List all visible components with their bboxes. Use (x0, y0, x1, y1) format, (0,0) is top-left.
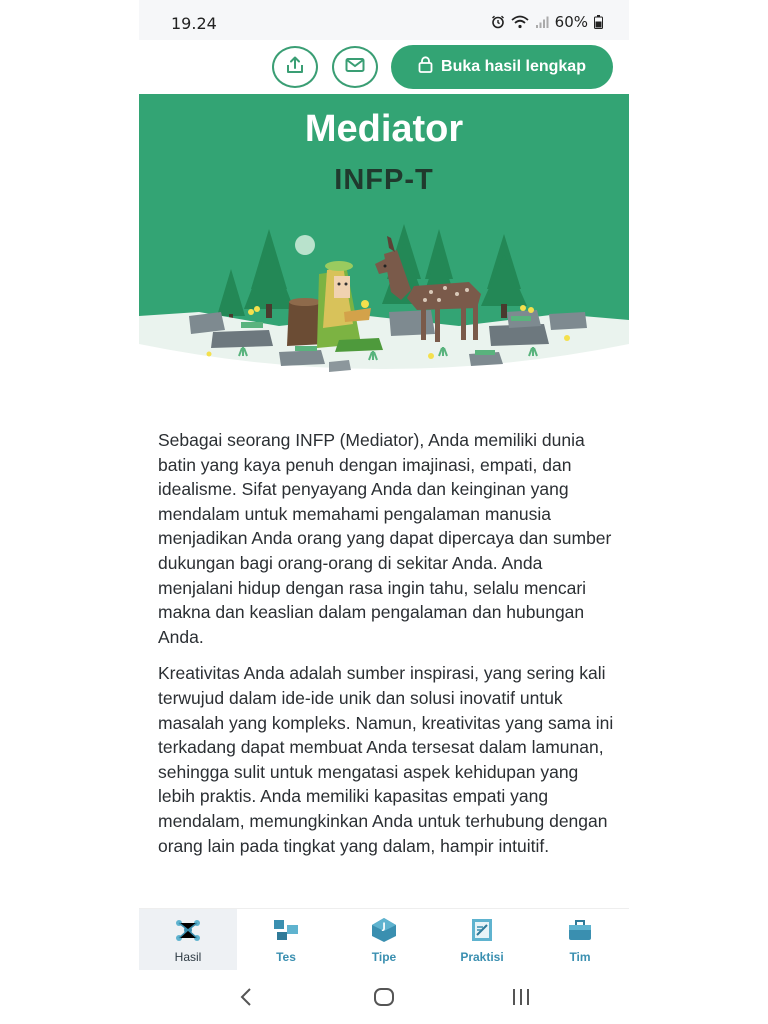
personality-hero (139, 94, 629, 386)
bottom-navigation (139, 908, 629, 970)
types-icon (369, 917, 399, 946)
svg-text:J: J (382, 921, 386, 932)
results-icon (173, 917, 203, 946)
description-paragraph: Sebagai seorang INFP (Mediator), Anda memiliki dunia batin yang kaya penuh dengan imajinasi, empati, dan idealisme. Sifat penyayang Anda dan keinginan yang mendalam untuk memahami pengalaman manusia menjadikan Anda orang yang dapat dipercaya dan sumber dukungan bagi orang-orang di sekitar Anda. Anda menjalani hidup dengan rasa ingin tahu, selalu mencari makna dan keaslian dalam pengalaman dan hubungan Anda. (158, 430, 612, 647)
mail-icon (345, 57, 365, 78)
battery-icon (594, 15, 603, 29)
description-paragraph: Kreativitas Anda adalah sumber inspirasi, yang sering kali terwujud dalam ide-ide unik dan solusi inovatif untuk masalah yang kompleks. Namun, kreativitas yang sama ini terkadang dapat membuat Anda tersesat dalam lamunan, sehingga sulit untuk mengatasi aspek kehidupan yang lebih praktis. Anda memiliki kapasitas empati yang mendalam, memungkinkan Anda untuk terhubung dengan orang lain pada tingkat yang dalam, hampir intuitif. (158, 663, 614, 856)
team-icon (565, 917, 595, 946)
personality-title: Mediator (304, 108, 464, 150)
unlock-full-results-button[interactable] (391, 45, 613, 89)
alarm-icon (491, 15, 505, 29)
description-content (158, 428, 616, 870)
nav-label-tim: Tim (569, 949, 591, 964)
personality-type-code: INFP-T (334, 164, 434, 196)
nav-label-praktisi: Praktisi (460, 949, 504, 964)
app-screen (139, 0, 629, 1024)
test-icon (271, 917, 301, 946)
status-time: 19.24 (171, 14, 217, 33)
email-button[interactable] (332, 46, 378, 88)
battery-text: 60% (554, 13, 588, 31)
wifi-icon (511, 15, 529, 29)
recents-icon[interactable] (511, 986, 531, 1013)
nav-item-tim[interactable] (531, 909, 629, 971)
nav-item-praktisi[interactable] (433, 909, 531, 971)
practitioner-icon (467, 917, 497, 946)
signal-icon (535, 15, 549, 29)
lock-icon (418, 56, 433, 78)
nav-item-hasil[interactable] (139, 909, 237, 971)
nav-label-hasil: Hasil (174, 949, 202, 964)
share-icon (285, 55, 305, 80)
status-bar (139, 0, 629, 40)
back-icon[interactable] (239, 986, 253, 1013)
system-navigation-bar (139, 970, 629, 1024)
nav-label-tes: Tes (276, 949, 296, 964)
nav-item-tipe[interactable] (335, 909, 433, 971)
share-button[interactable] (272, 46, 318, 88)
top-action-bar (139, 40, 629, 94)
unlock-button-label: Buka hasil lengkap (441, 58, 586, 75)
status-icons (491, 13, 603, 31)
nav-label-tipe: Tipe (371, 949, 397, 964)
nav-item-tes[interactable] (237, 909, 335, 971)
home-icon[interactable] (373, 986, 395, 1013)
